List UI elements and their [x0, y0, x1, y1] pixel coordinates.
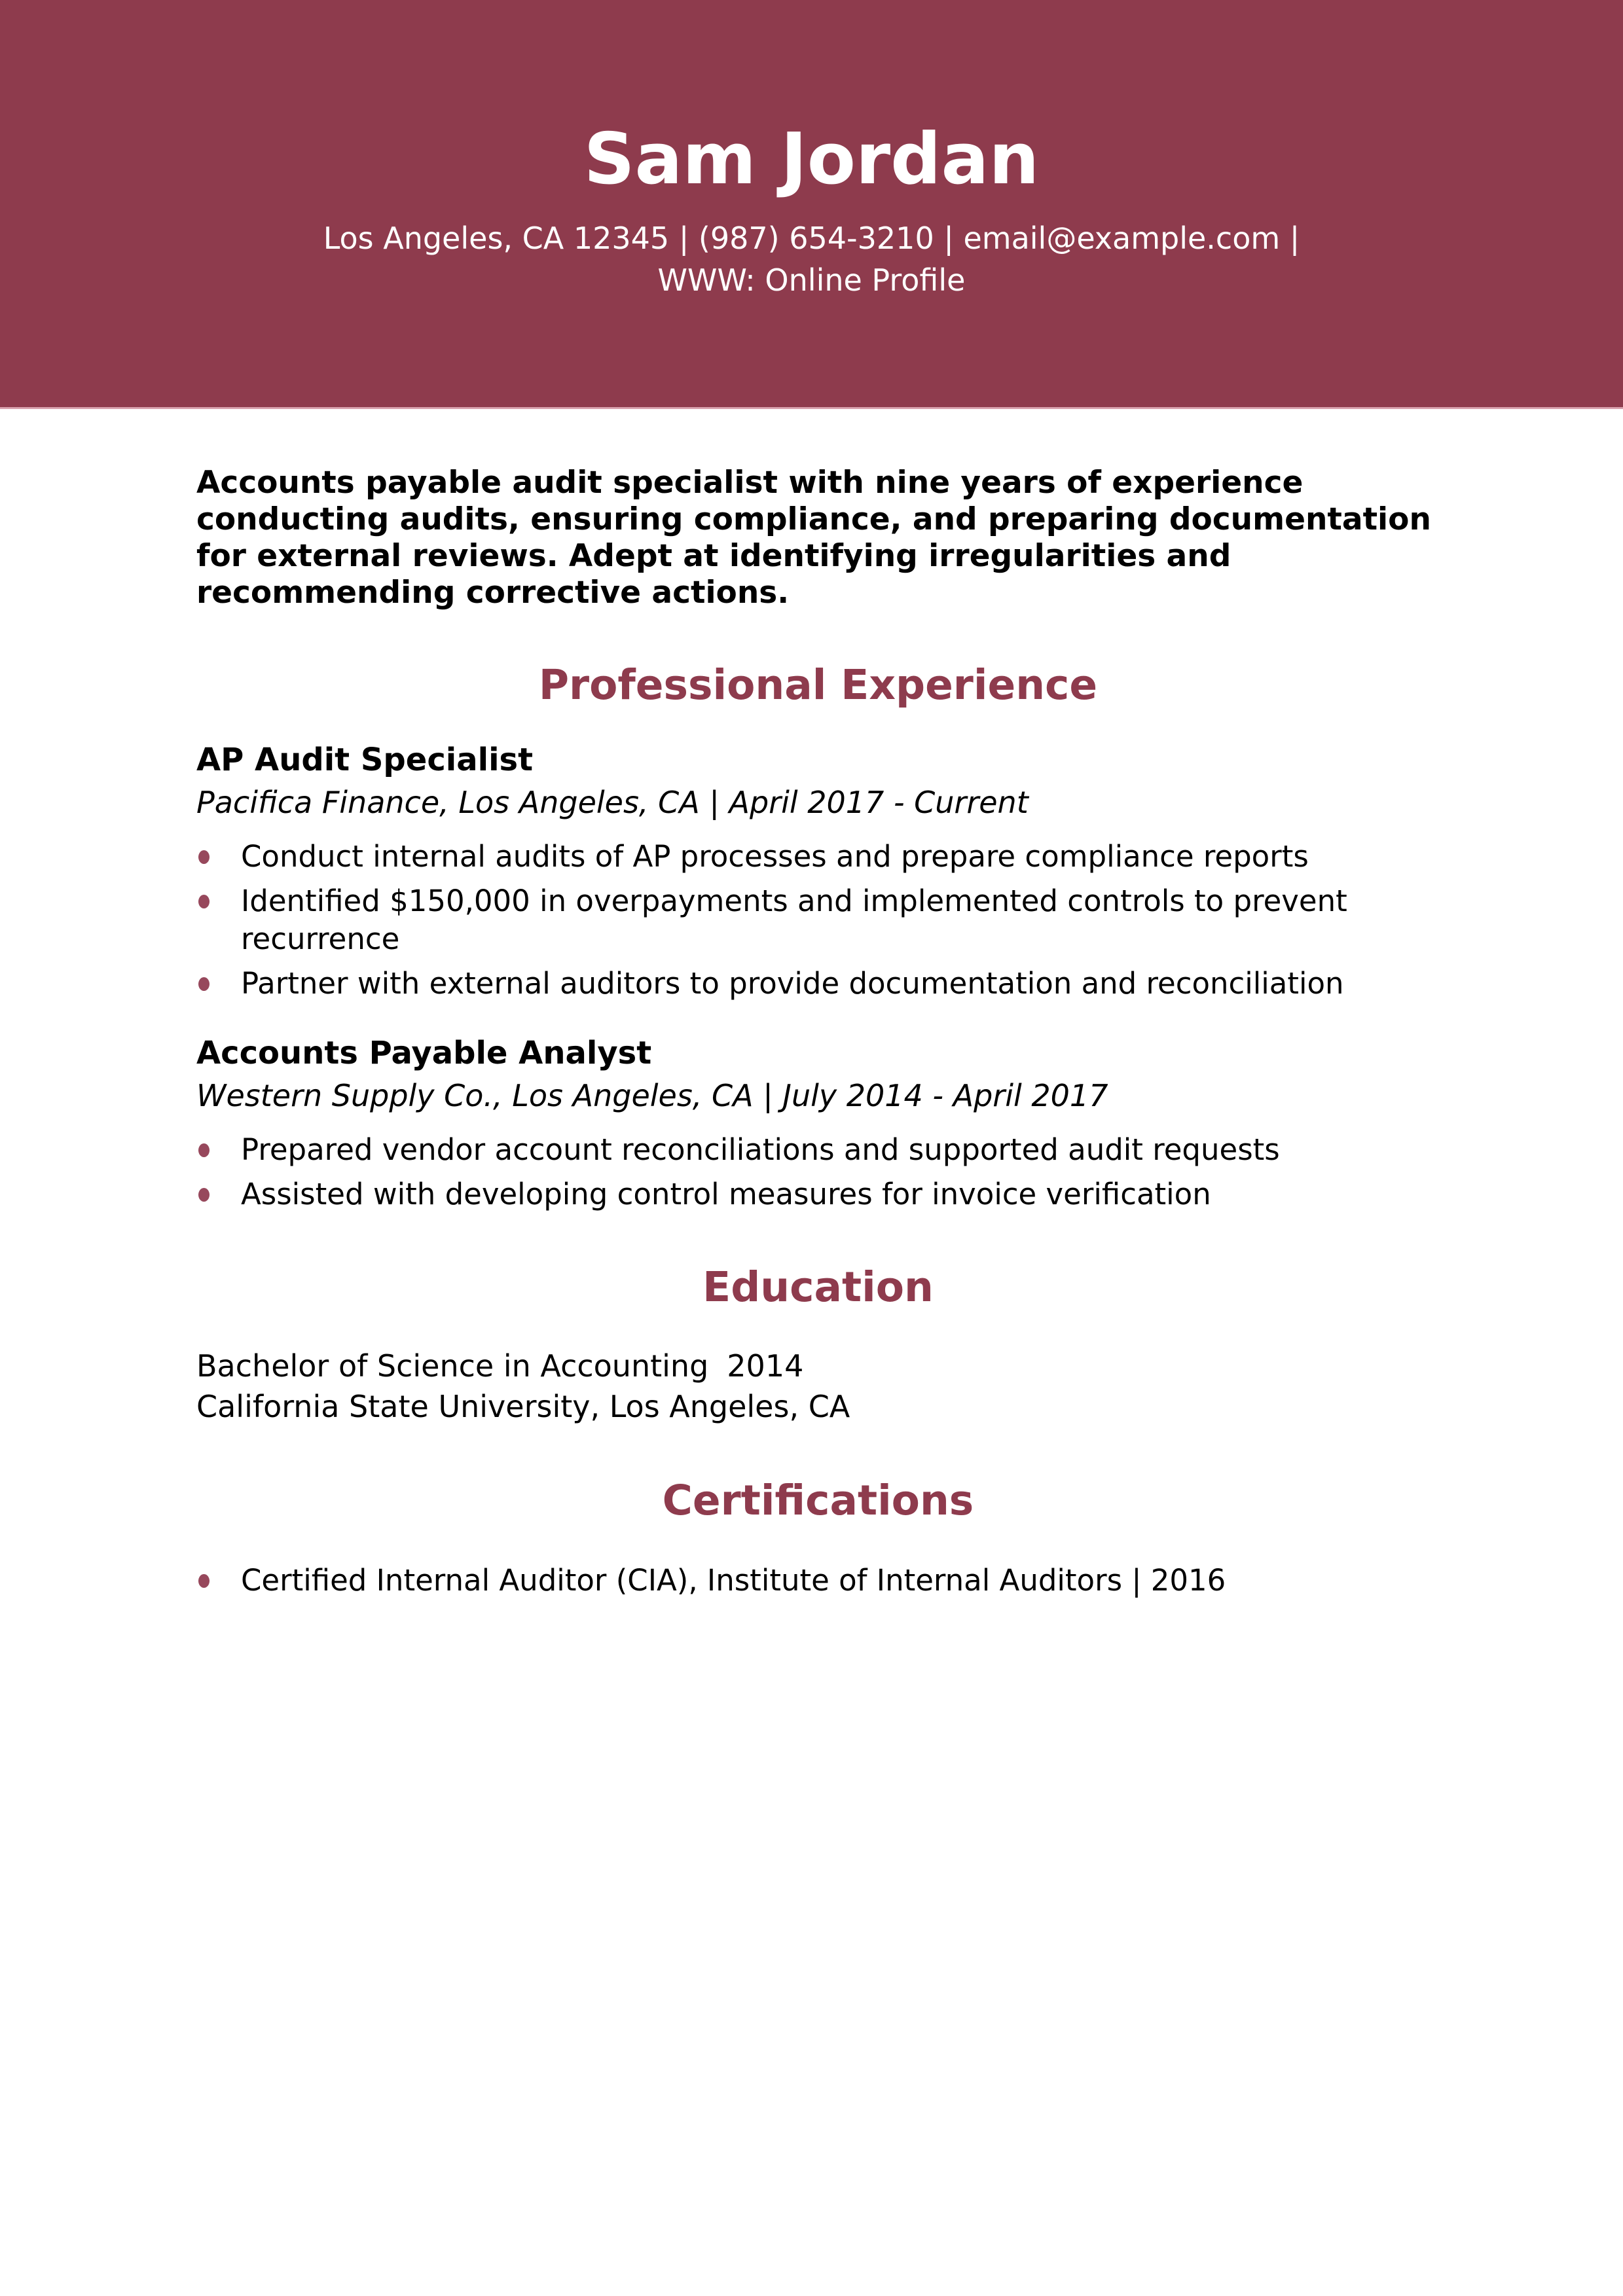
bullet-item	[196, 1131, 1440, 1169]
job-title: AP Audit Specialist	[196, 742, 534, 778]
education-block	[196, 1346, 1440, 1427]
summary-paragraph: Accounts payable audit specialist with nine years of experience conducting audits, ensuring compliance, and preparing documentation for external reviews. Adept at identifying irregularities and recommending corrective actions.	[196, 465, 1431, 611]
degree-year: 2014	[727, 1348, 804, 1384]
bullet-item	[196, 838, 1440, 876]
bullet-dot-icon	[198, 1574, 210, 1588]
experience-section-title: Professional Experience	[538, 661, 1098, 709]
contact-block	[0, 217, 1623, 301]
certification-text: Certified Internal Auditor (CIA), Institute of Internal Auditors | 2016	[241, 1563, 1226, 1598]
bullet-dot-icon	[198, 850, 210, 864]
bullet-dot-icon	[198, 1143, 210, 1157]
certifications-section-title: Certifications	[662, 1477, 974, 1524]
resume-header	[0, 0, 1623, 409]
bullet-item	[196, 882, 1440, 958]
bullet-dot-icon	[198, 895, 210, 908]
job-bullets	[196, 838, 1440, 1003]
education-section-title: Education	[702, 1263, 934, 1311]
job-bullets	[196, 1131, 1440, 1213]
job-meta: Western Supply Co., Los Angeles, CA | July 2014 - April 2017	[196, 1078, 1108, 1113]
bullet-text: Partner with external auditors to provide documentation and reconciliation	[241, 966, 1344, 1001]
contact-line-2: WWW: Online Profile	[657, 262, 966, 298]
bullet-dot-icon	[198, 977, 210, 991]
candidate-name: Sam Jordan	[583, 118, 1040, 200]
degree-name: Bachelor of Science in Accounting	[196, 1348, 709, 1384]
resume-body	[0, 465, 1623, 1600]
job-entry-1	[196, 741, 1440, 1003]
certifications-block	[196, 1562, 1440, 1600]
bullet-item	[196, 1175, 1440, 1213]
bullet-text: Assisted with developing control measures for invoice verification	[241, 1177, 1211, 1211]
school-line: California State University, Los Angeles, CA	[196, 1389, 850, 1424]
bullet-item	[196, 965, 1440, 1003]
contact-line-1: Los Angeles, CA 12345 | (987) 654-3210 | email@example.com |	[323, 220, 1300, 256]
certification-item	[196, 1562, 1440, 1600]
bullet-text: Prepared vendor account reconciliations and supported audit requests	[241, 1132, 1280, 1167]
degree-line	[196, 1346, 1440, 1386]
bullet-text: Conduct internal audits of AP processes and prepare compliance reports	[241, 839, 1309, 874]
job-title: Accounts Payable Analyst	[196, 1035, 652, 1071]
bullet-text: Identified $150,000 in overpayments and implemented controls to prevent recurrence	[241, 884, 1347, 956]
job-entry-2	[196, 1034, 1440, 1213]
bullet-dot-icon	[198, 1188, 210, 1202]
job-meta: Pacifica Finance, Los Angeles, CA | April 2017 - Current	[196, 785, 1029, 820]
